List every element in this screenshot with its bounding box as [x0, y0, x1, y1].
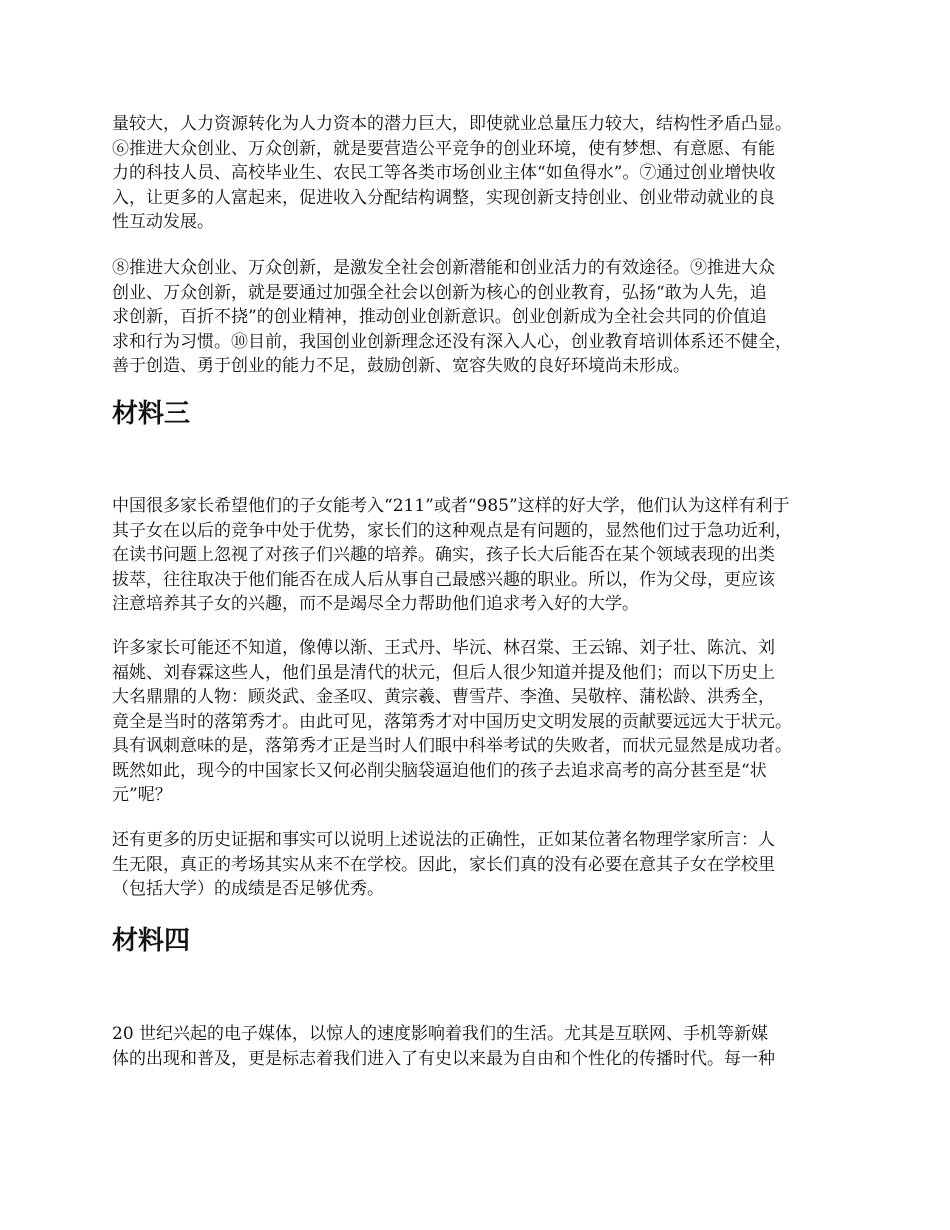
paragraph-line: 在读书问题上忽视了对孩子们兴趣的培养。确实，孩子长大后能否在某个领域表现的出类	[112, 545, 775, 565]
section-heading-four: 材料四	[112, 926, 191, 956]
paragraph-line: 善于创造、勇于创业的能力不足，鼓励创新、宽容失败的良好环境尚未形成。	[112, 356, 690, 376]
paragraph-line: 中国很多家长希望他们的子女能考入“211”或者“985”这样的好大学，他们认为这样有利于	[112, 496, 790, 516]
paragraph-line: 创业、万众创新，就是要通过加强全社会以创新为核心的创业教育，弘扬“敢为人先，追	[112, 282, 767, 303]
paragraph-line: 体的出现和普及，更是标志着我们进入了有史以来最为自由和个性化的传播时代。每一种	[112, 1048, 775, 1069]
paragraph-line: 其子女在以后的竞争中处于优势，家长们的这种观点是有问题的，显然他们过于急功近利，	[112, 520, 792, 541]
paragraph-line: 既然如此，现今的中国家长又何必削尖脑袋逼迫他们的孩子去追求高考的高分甚至是“状	[112, 760, 767, 781]
paragraph-line: 许多家长可能还不知道，像傅以渐、王式丹、毕沅、林召棠、王云锦、刘子壮、陈沆、刘	[112, 638, 775, 658]
paragraph-line: 生无限，真正的考场其实从来不在学校。因此，家长们真的没有必要在意其子女在学校里	[112, 854, 775, 875]
paragraph-line: 求创新，百折不挠”的创业精神，推动创业创新意识。创业创新成为全社会共同的价值追	[112, 307, 767, 327]
paragraph-line: 注意培养其子女的兴趣，而不是竭尽全力帮助他们追求考入好的大学。	[112, 594, 639, 614]
paragraph-line: 力的科技人员、高校毕业生、农民工等各类市场创业主体“如鱼得水”。⑦通过创业增快收	[112, 163, 776, 183]
paragraph-line: 拔萃，往往取决于他们能否在成人后从事自己最感兴趣的职业。所以，作为父母，更应该	[112, 569, 775, 590]
paragraph-line: 入，让更多的人富起来，促进收入分配结构调整，实现创新支持创业、创业带动就业的良	[112, 187, 775, 208]
section-three-paragraph-2	[112, 636, 792, 808]
paragraph-b	[112, 256, 792, 379]
section-three-paragraph-3	[112, 828, 775, 902]
section-four-paragraph-1	[112, 1022, 775, 1071]
paragraph-line: 具有讽刺意味的是，落第秀才正是当时人们眼中科举考试的失败者，而状元显然是成功者。	[112, 736, 792, 756]
paragraph-line: ⑧推进大众创业、万众创新，是激发全社会创新潜能和创业活力的有效途径。⑨推进大众	[112, 258, 775, 278]
paragraph-line: 还有更多的历史证据和事实可以说明上述说法的正确性，正如某位著名物理学家所言：人	[112, 830, 775, 850]
paragraph-line: 竟全是当时的落第秀才。由此可见，落第秀才对中国历史文明发展的贡献要远远大于状元。	[112, 711, 792, 732]
paragraph-line: 20 世纪兴起的电子媒体，以惊人的速度影响着我们的生活。尤其是互联网、手机等新媒	[112, 1024, 769, 1044]
paragraph-line: 求和行为习惯。⑩目前，我国创业创新理念还没有深入人心，创业教育培训体系还不健全，	[112, 331, 792, 352]
paragraph-line: ⑥推进大众创业、万众创新，就是要营造公平竞争的创业环境，使有梦想、有意愿、有能	[112, 138, 775, 159]
paragraph-line: （包括大学）的成绩是否足够优秀。	[112, 879, 384, 899]
paragraph-line: 大名鼎鼎的人物：顾炎武、金圣叹、黄宗羲、曹雪芹、李渔、吴敬梓、蒲松龄、洪秀全，	[112, 687, 775, 707]
paragraph-a	[112, 112, 792, 235]
paragraph-line: 量较大，人力资源转化为人力资本的潜力巨大，即使就业总量压力较大，结构性矛盾凸显。	[112, 114, 792, 134]
paragraph-line: 福姚、刘春霖这些人，他们虽是清代的状元，但后人很少知道并提及他们；而以下历史上	[112, 662, 775, 683]
section-heading-three: 材料三	[112, 399, 191, 429]
section-three-paragraph-1	[112, 494, 792, 617]
paragraph-line: 元”呢？	[112, 785, 172, 805]
paragraph-line: 性互动发展。	[112, 212, 214, 232]
